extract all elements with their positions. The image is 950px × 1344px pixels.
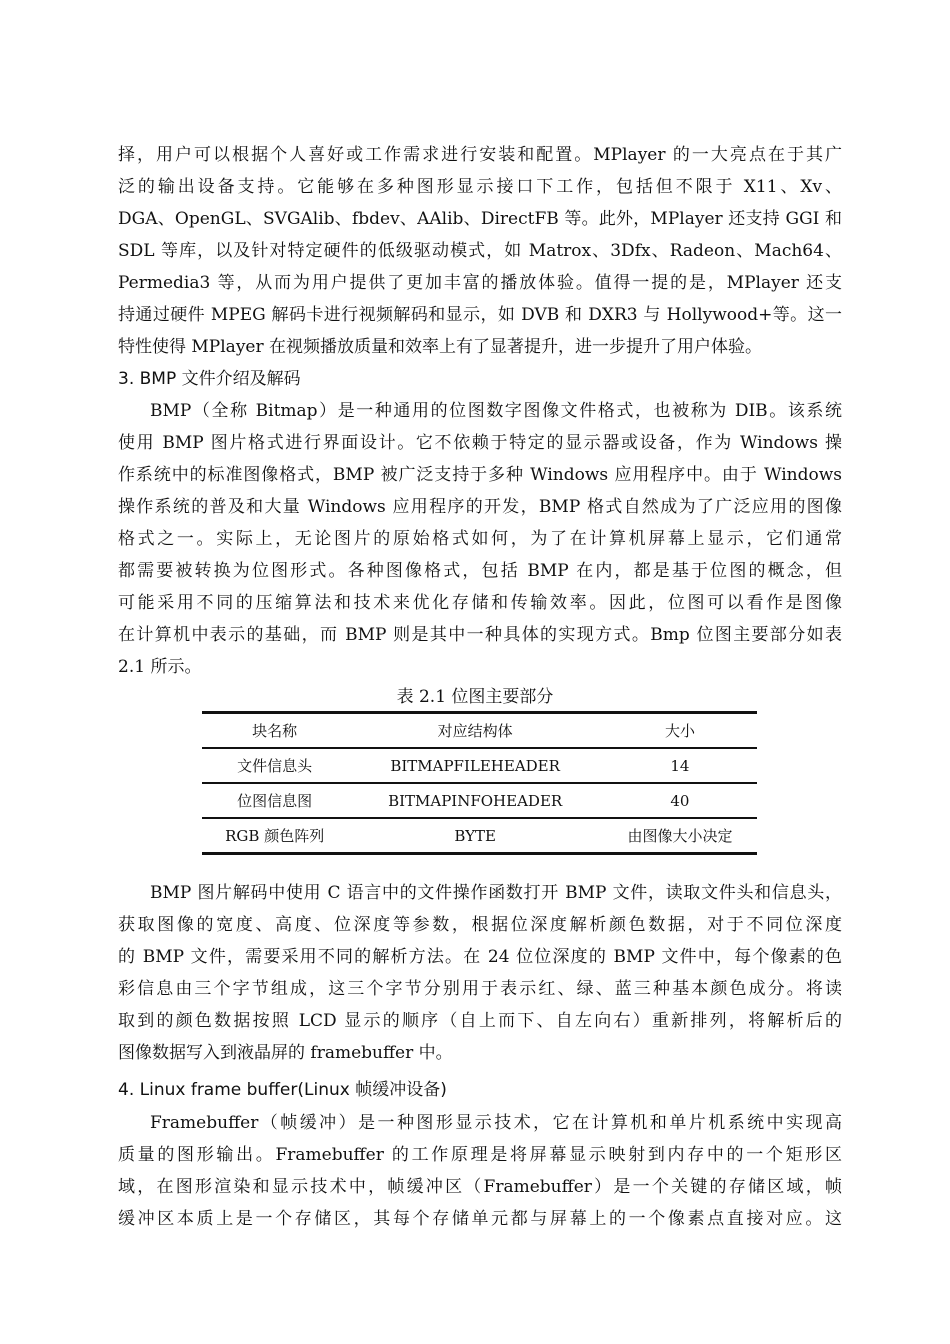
text-line: 的 BMP 文件，需要采用不同的解析方法。在 24 位位深度的 BMP 文件中，每个像素的色 <box>118 947 842 967</box>
text-line: BMP 图片解码中使用 C 语言中的文件操作函数打开 BMP 文件，读取文件头和信息头， <box>150 883 842 903</box>
text-line: 格式之一。实际上，无论图片的原始格式如何，为了在计算机屏幕上显示，它们通常 <box>118 529 842 549</box>
table-row <box>202 748 757 783</box>
text-line: 持通过硬件 MPEG 解码卡进行视频解码和显示，如 DVB 和 DXR3 与 Hollywood+等。这一 <box>118 305 842 325</box>
text-line: 作系统中的标准图像格式，BMP 被广泛支持于多种 Windows 应用程序中。由于 Windows <box>118 465 842 485</box>
text-line: Framebuffer（帧缓冲）是一种图形显示技术，它在计算机和单片机系统中实现高 <box>150 1113 842 1133</box>
table-cell: 40 <box>670 791 690 810</box>
text-line: 泛的输出设备支持。它能够在多种图形显示接口下工作，包括但不限于 X11、Xv、 <box>118 177 842 197</box>
text-line: 操作系统的普及和大量 Windows 应用程序的开发，BMP 格式自然成为了广泛应用的图像 <box>118 497 842 517</box>
text-line: 图像数据写入到液晶屏的 framebuffer 中。 <box>118 1043 453 1063</box>
text-line: 域，在图形渲染和显示技术中，帧缓冲区（Framebuffer）是一个关键的存储区域，帧 <box>118 1177 842 1197</box>
text-line: 在计算机中表示的基础，而 BMP 则是其中一种具体的实现方式。Bmp 位图主要部分如表 <box>118 625 842 645</box>
text-line: BMP（全称 Bitmap）是一种通用的位图数字图像文件格式，也被称为 DIB。该系统 <box>150 401 842 421</box>
table-cell: RGB 颜色阵列 <box>225 827 325 845</box>
text-line: 取到的颜色数据按照 LCD 显示的顺序（自上而下、自左向右）重新排列，将解析后的 <box>118 1011 842 1031</box>
text-line: 可能采用不同的压缩算法和技术来优化存储和传输效率。因此，位图可以看作是图像 <box>118 593 842 613</box>
text-line: DGA、OpenGL、SVGAlib、fbdev、AAlib、DirectFB 等。此外，MPlayer 还支持 GGI 和 <box>118 209 842 229</box>
text-line: 都需要被转换为位图形式。各种图像格式，包括 BMP 在内，都是基于位图的概念，但 <box>118 561 842 581</box>
section-heading-3: 3. BMP 文件介绍及解码 <box>118 369 301 389</box>
column-header: 块名称 <box>252 722 298 740</box>
table-caption: 表 2.1 位图主要部分 <box>396 687 554 707</box>
text-line: 特性使得 MPlayer 在视频播放质量和效率上有了显著提升，进一步提升了用户体验。 <box>118 337 763 357</box>
table-cell: BITMAPFILEHEADER <box>390 756 560 775</box>
column-header: 大小 <box>664 722 695 740</box>
text-line: 使用 BMP 图片格式进行界面设计。它不依赖于特定的显示器或设备，作为 Windows 操 <box>118 433 842 453</box>
bitmap-parts-table <box>202 711 757 855</box>
table-header-row <box>202 713 757 749</box>
text-line: SDL 等库，以及针对特定硬件的低级驱动模式，如 Matrox、3Dfx、Radeon、Mach64、 <box>118 241 842 261</box>
text-line: 彩信息由三个字节组成，这三个字节分别用于表示红、绿、蓝三种基本颜色成分。将读 <box>118 979 842 999</box>
table-cell: BITMAPINFOHEADER <box>388 791 563 810</box>
text-line: Permedia3 等，从而为用户提供了更加丰富的播放体验。值得一提的是，MPlayer 还支 <box>118 273 842 293</box>
table-cell: 14 <box>670 756 690 775</box>
table-cell: 由图像大小决定 <box>627 827 733 845</box>
column-header: 对应结构体 <box>437 722 513 740</box>
text-line: 缓冲区本质上是一个存储区，其每个存储单元都与屏幕上的一个像素点直接对应。这 <box>118 1209 842 1229</box>
text-line: 2.1 所示。 <box>118 657 202 677</box>
text-line: 质量的图形输出。Framebuffer 的工作原理是将屏幕显示映射到内存中的一个矩形区 <box>118 1145 842 1165</box>
table-cell: 位图信息图 <box>237 792 313 810</box>
section-heading-4: 4. Linux frame buffer(Linux 帧缓冲设备) <box>118 1080 447 1100</box>
table-cell: BYTE <box>454 826 496 845</box>
table-cell: 文件信息头 <box>237 757 313 775</box>
table-row <box>202 818 757 854</box>
table-row <box>202 783 757 818</box>
text-line: 获取图像的宽度、高度、位深度等参数，根据位深度解析颜色数据，对于不同位深度 <box>118 915 842 935</box>
text-line: 择，用户可以根据个人喜好或工作需求进行安装和配置。MPlayer 的一大亮点在于其广 <box>118 145 842 165</box>
